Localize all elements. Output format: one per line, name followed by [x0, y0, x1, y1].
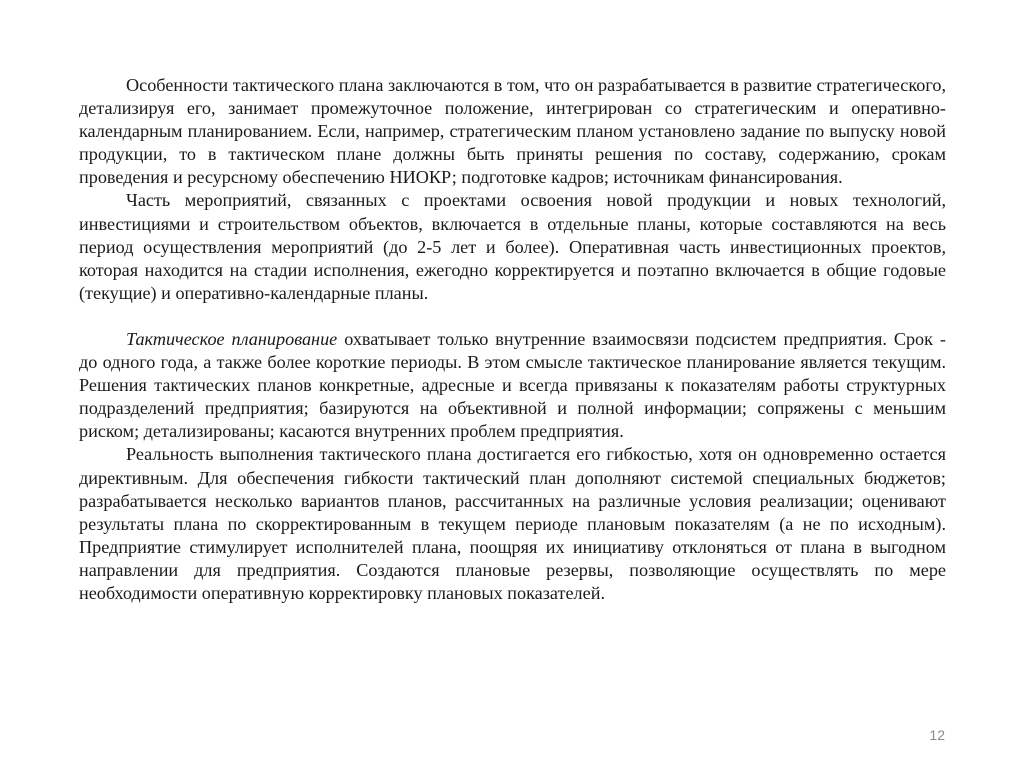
paragraph-4: Реальность выполнения тактического плана достигается его гибкостью, хотя он одновременно остается директивным. Для обеспечения гибкости тактический план дополняют системой специальных бюджетов; разрабатывается несколько вариантов планов, рассчитанных на различные условия реализации; оценивают результаты плана по скорректированным в текущем периоде плановым показателям (а не по исходным). Предприятие стимулирует исполнителей плана, поощряя их инициативу отклоняться от плана в выгодном направлении для предприятия. Создаются плановые резервы, позволяющие осуществлять по мере необходимости оперативную корректировку плановых показателей.	[79, 444, 946, 603]
italic-term: Тактическое планирование	[126, 328, 338, 349]
paragraph-3	[79, 328, 946, 443]
paragraph-3-text: охватывает только внутренние взаимосвязи подсистем предприятия. Срок - до одного года, а также более короткие периоды. В этом смысле тактическое планирование является текущим. Решения тактических планов конкретные, адресные и всегда привязаны к показателям работы структурных подразделений предприятия; базируются на объективной и полной информации; сопряжены с меньшим риском; детализированы; касаются внутренних проблем предприятия.	[79, 328, 946, 442]
paragraph-1: Особенности тактического плана заключаются в том, что он разрабатывается в развитие стратегического, детализируя его, занимает промежуточное положение, интегрирован со стратегическим и оперативно-календарным планированием. Если, например, стратегическим планом установлено задание по выпуску новой продукции, то в тактическом плане должны быть приняты решения по составу, содержанию, срокам проведения и ресурсному обеспечению НИОКР; подготовке кадров; источникам финансирования.	[79, 75, 946, 188]
paragraph-2: Часть мероприятий, связанных с проектами освоения новой продукции и новых технологий, инвестициями и строительством объектов, включается в отдельные планы, которые составляются на весь период осуществления мероприятий (до 2-5 лет и более). Оперативная часть инвестиционных проектов, которая находится на стадии исполнения, ежегодно корректируется и поэтапно включается в общие годовые (текущие) и оперативно-календарные планы.	[79, 190, 946, 303]
body-text	[79, 74, 946, 605]
page-number: 12	[929, 727, 945, 743]
